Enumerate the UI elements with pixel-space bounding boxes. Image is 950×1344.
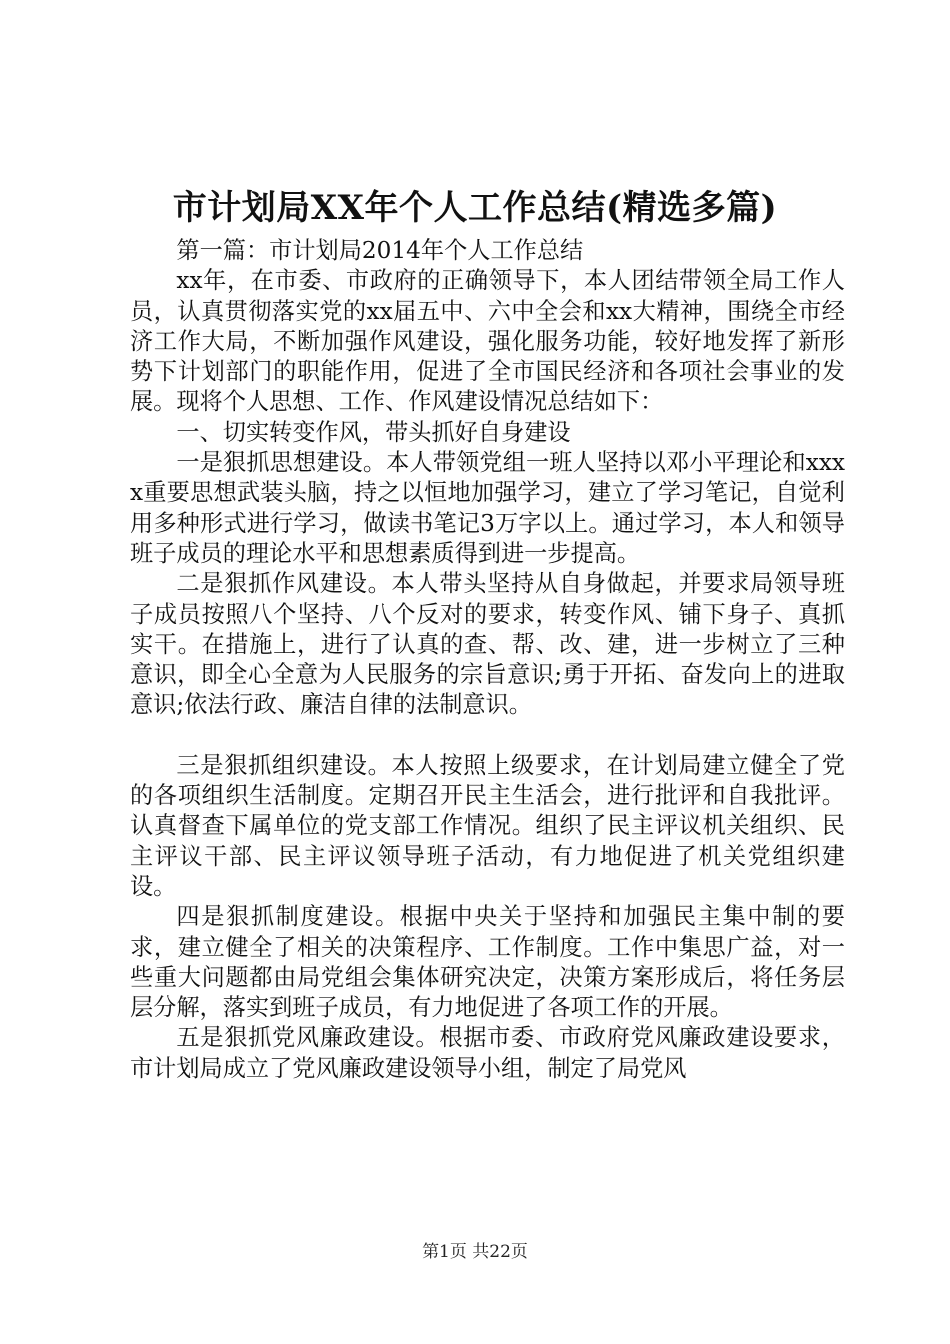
paragraph: 一是狠抓思想建设。本人带领党组一班人坚持以邓小平理论和xxxx重要思想武装头脑，持之以恒地加强学习，建立了学习笔记，自觉利用多种形式进行学习，做读书笔记3万字以上。通过学习，本人和领导班子成员的理论水平和思想素质得到进一步提高。: [130, 449, 845, 567]
document-title: 市计划局XX年个人工作总结(精选多篇): [172, 188, 778, 228]
paragraph: 四是狠抓制度建设。根据中央关于坚持和加强民主集中制的要求，建立健全了相关的决策程序、工作制度。工作中集思广益，对一些重大问题都由局党组会集体研究决定，决策方案形成后，将任务层层分解，落实到班子成员，有力地促进了各项工作的开展。: [130, 903, 845, 1022]
paragraph: 五是狠抓党风廉政建设。根据市委、市政府党风廉政建设要求，市计划局成立了党风廉政建设领导小组，制定了局党风: [130, 1024, 845, 1082]
page-footer: 第1页 共22页: [422, 1242, 528, 1262]
paragraph: 三是狠抓组织建设。本人按照上级要求，在计划局建立健全了党的各项组织生活制度。定期召开民主生活会，进行批评和自我批评。认真督查下属单位的党支部工作情况。组织了民主评议机关组织、民主评议干部、民主评议领导班子活动，有力地促进了机关党组织建设。: [130, 751, 845, 900]
section-heading: 第一篇：市计划局2014年个人工作总结: [176, 237, 584, 264]
paragraph: xx年，在市委、市政府的正确领导下，本人团结带领全局工作人员，认真贯彻落实党的xx届五中、六中全会和xx大精神，围绕全市经济工作大局，不断加强作风建设，强化服务功能，较好地发挥了新形势下计划部门的职能作用，促进了全市国民经济和各项社会事业的发展。现将个人思想、工作、作风建设情况总结如下：: [130, 267, 845, 416]
subsection-heading: 一、切实转变作风，带头抓好自身建设: [176, 418, 571, 446]
paragraph: 二是狠抓作风建设。本人带头坚持从自身做起，并要求局领导班子成员按照八个坚持、八个反对的要求，转变作风、铺下身子、真抓实干。在措施上，进行了认真的查、帮、改、建，进一步树立了三种意识，即全心全意为人民服务的宗旨意识;勇于开拓、奋发向上的进取意识;依法行政、廉洁自律的法制意识。: [130, 570, 845, 719]
document-body: [130, 236, 845, 1084]
